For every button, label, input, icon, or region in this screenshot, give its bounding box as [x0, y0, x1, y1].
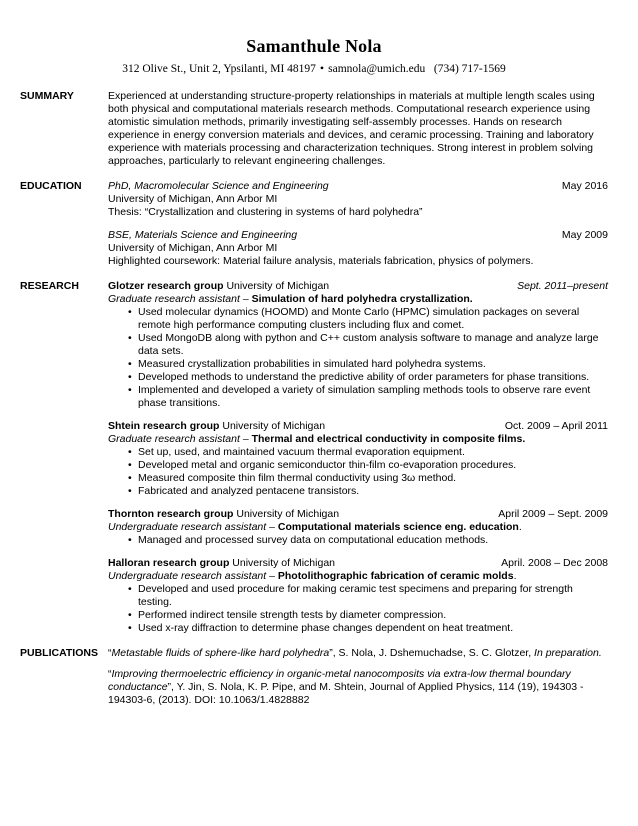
open-quote: “ — [108, 668, 112, 680]
summary-text: Experienced at understanding structure-property relationships in materials at multiple length scales using both physical and computational materials research methods. Computational research experience using atomistic simulation methods, primarily investigating self-assembly processes. Hands on research experience in energy conversion materials and devices, and ceramic processing. Training and laboratory experience with materials processing and characterization techniques. Strong interest in problem solving approaches, particularly to relevant engineering challenges. — [108, 90, 595, 167]
research-section — [20, 280, 608, 635]
research-date: Sept. 2011–present — [517, 280, 608, 292]
research-group: Thornton research group — [108, 508, 234, 520]
thesis: Thesis: “Crystallization and clustering in systems of hard polyhedra” — [108, 206, 423, 218]
research-role: Graduate research assistant – — [108, 433, 252, 445]
research-org: University of Michigan — [233, 508, 340, 520]
research-bullets — [108, 306, 608, 410]
education-date: May 2016 — [561, 180, 608, 192]
list-item: • Fabricated and analyzed pentacene transistors. — [138, 485, 608, 498]
research-project-suffix: . — [518, 521, 522, 533]
list-item: • Used molecular dynamics (HOOMD) and Monte Carlo (HPMC) simulation packages on several remote high performance computing clusters including flux and comet. — [138, 306, 608, 332]
research-role: Graduate research assistant – — [108, 293, 252, 305]
section-title-publications: PUBLICATIONS — [20, 647, 98, 659]
education-entry — [108, 229, 608, 268]
list-item: • Performed indirect tensile strength tests by diameter compression. — [138, 609, 608, 622]
research-bullets — [108, 446, 608, 498]
research-entry — [108, 280, 608, 410]
research-date: April 2009 – Sept. 2009 — [498, 508, 608, 520]
publication-venue: In preparation. — [534, 647, 602, 659]
list-item: • Developed and used procedure for making ceramic test specimens and preparing for strength testing. — [138, 583, 608, 609]
section-title-summary: SUMMARY — [20, 90, 74, 102]
research-role: Undergraduate research assistant – — [108, 521, 278, 533]
publication-title: Metastable fluids of sphere-like hard polyhedra — [111, 647, 330, 659]
coursework: Highlighted coursework: Material failure analysis, materials fabrication, physics of polymers. — [108, 255, 534, 267]
research-group: Glotzer research group — [108, 280, 224, 292]
education-date: May 2009 — [561, 229, 608, 241]
research-project: Simulation of hard polyhedra crystallization. — [251, 293, 473, 305]
research-entry — [108, 508, 608, 547]
research-org: University of Michigan — [219, 420, 326, 432]
degree: PhD, Macromolecular Science and Engineering — [108, 180, 329, 192]
list-item: • Measured composite thin film thermal conductivity using 3ω method. — [138, 472, 608, 485]
degree: BSE, Materials Science and Engineering — [108, 229, 298, 241]
list-item: • Set up, used, and maintained vacuum thermal evaporation equipment. — [138, 446, 608, 459]
research-project-suffix: . — [513, 570, 517, 582]
candidate-name: Samanthule Nola — [246, 36, 382, 56]
contact-line — [20, 61, 608, 76]
phone: (734) 717-1569 — [433, 63, 506, 75]
publication-entry — [108, 647, 608, 660]
education-section — [20, 180, 608, 268]
list-item: • Developed methods to understand the predictive ability of order parameters for phase transitions. — [138, 371, 608, 384]
list-item: • Implemented and developed a variety of simulation sampling methods tools to observe rare event phase transitions. — [138, 384, 608, 410]
list-item: • Used x-ray diffraction to determine phase changes dependent on heat treatment. — [138, 622, 608, 635]
school: University of Michigan, Ann Arbor MI — [108, 242, 278, 254]
research-date: April. 2008 – Dec 2008 — [501, 557, 608, 569]
research-date: Oct. 2009 – April 2011 — [504, 420, 608, 432]
publication-entry — [108, 668, 608, 707]
list-item: • Managed and processed survey data on computational education methods. — [138, 534, 608, 547]
research-project: Photolithographic fabrication of ceramic molds — [277, 570, 514, 582]
research-role: Undergraduate research assistant – — [108, 570, 278, 582]
education-entry — [108, 180, 608, 219]
research-org: University of Michigan — [229, 557, 335, 569]
research-entry — [108, 420, 608, 498]
separator-bullet: • — [319, 61, 325, 75]
research-bullets — [108, 534, 608, 547]
summary-section — [20, 90, 608, 168]
section-title-education: EDUCATION — [20, 180, 82, 192]
research-project: Thermal and electrical conductivity in composite films. — [251, 433, 526, 445]
list-item: • Developed metal and organic semiconductor thin-film co-evaporation procedures. — [138, 459, 608, 472]
open-quote: “ — [108, 647, 112, 659]
publication-title: Improving thermoelectric efficiency in organic-metal nanocomposits via extra-low thermal boundary conductance — [108, 668, 571, 693]
section-title-research: RESEARCH — [20, 280, 79, 292]
email[interactable]: samnola@umich.edu — [328, 63, 426, 75]
publication-authors: ”, S. Nola, J. Dshemuchadse, S. C. Glotzer, — [329, 647, 535, 659]
research-group: Shtein research group — [108, 420, 220, 432]
research-entry — [108, 557, 608, 635]
publication-authors: ”, Y. Jin, S. Nola, K. P. Pipe, and M. Shtein, Journal of Applied Physics, 114 (19), 194303 - 194303-6, (2013). DOI: 10.1063/1.4828882 — [108, 681, 584, 706]
address: 312 Olive St., Unit 2, Ypsilanti, MI 48197 — [122, 63, 316, 75]
school: University of Michigan, Ann Arbor MI — [108, 193, 278, 205]
research-org: University of Michigan — [223, 280, 330, 292]
research-group: Halloran research group — [108, 557, 230, 569]
research-project: Computational materials science eng. education — [277, 521, 519, 533]
list-item: • Measured crystallization probabilities in simulated hard polyhedra systems. — [138, 358, 608, 371]
publications-section — [20, 647, 608, 715]
research-bullets — [108, 583, 608, 635]
list-item: • Used MongoDB along with python and C++ custom analysis software to manage and analyze large data sets. — [138, 332, 608, 358]
